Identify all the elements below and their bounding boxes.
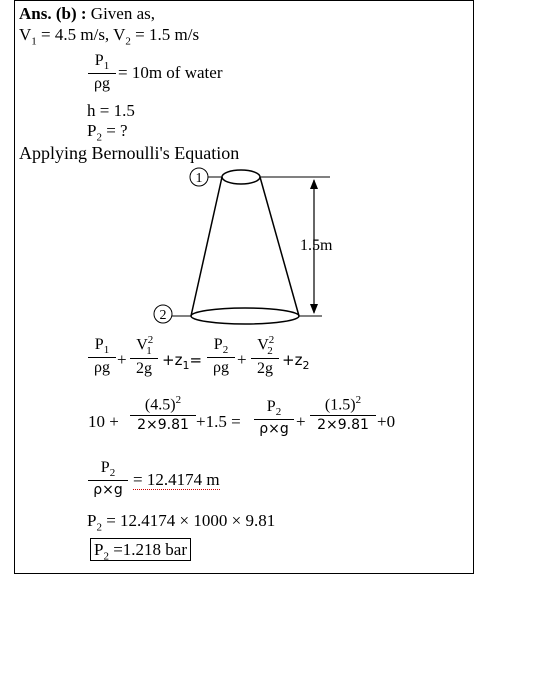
eq1-f4-sub: 2 (267, 344, 273, 357)
v2-value: = 1.5 m/s (130, 25, 200, 44)
eq1-f1-den: ρg (94, 359, 110, 377)
eq2-f3-num: (1.5) (324, 396, 356, 414)
eq1-frac2 (130, 334, 158, 378)
eq3-rhs-value: = 12.4174 m (133, 470, 220, 489)
eq1-f4-den: 2g (257, 359, 273, 377)
eq1-f2-sup: 2 (147, 334, 154, 346)
bottom-ellipse (191, 308, 299, 324)
eq1-z1-sub: 1 (182, 359, 190, 372)
pressure-head-rhs: = 10m of water (118, 63, 223, 82)
eq3-num: P (100, 459, 110, 476)
eq1-z2-sub: 2 (302, 359, 310, 372)
result-rest: =1.218 bar (108, 540, 188, 559)
eq1-f4-num: V (257, 336, 269, 354)
eq2-f2-sub: 2 (275, 406, 282, 419)
result-symbol: P (94, 540, 104, 559)
v2-symbol: V (113, 25, 126, 44)
eq1-f4-sup: 2 (268, 334, 275, 346)
top-ellipse (222, 170, 260, 184)
eq3-frac (88, 459, 128, 498)
velocities-line (19, 25, 199, 51)
eq2-f1-sup: 2 (175, 394, 182, 406)
p2q-symbol: P (87, 121, 97, 140)
result-sub: 2 (103, 550, 109, 563)
eq1-z2-sym: z (294, 351, 303, 369)
eq1-f1-num: P (94, 336, 104, 353)
h-line: h = 1.5 (87, 101, 135, 120)
given-text: Given as, (86, 4, 156, 23)
eq4-rest: = 12.4174 × 1000 × 9.81 (101, 511, 276, 530)
result-line (90, 540, 191, 566)
eq1-f3-sub: 2 (222, 344, 229, 357)
eq1-frac1 (88, 336, 116, 377)
pipe-figure (150, 162, 350, 332)
arrow-head-bottom (310, 304, 318, 314)
eq1-plus2: + (237, 350, 247, 369)
height-label: 1.5m (300, 237, 333, 254)
eq1-f3-num: P (213, 336, 223, 353)
eq1-z2: $+z_2$ (282, 351, 310, 372)
v1-subscript: 1 (31, 35, 37, 48)
eq2-frac1 (130, 394, 196, 433)
eq2-f2-num: P (266, 398, 276, 415)
arrow-head-top (310, 179, 318, 189)
eq1-z1: $+z_1=$ (162, 351, 203, 372)
eq2-tail: +0 (377, 412, 396, 431)
eq4 (87, 511, 275, 537)
eq1-frac3 (207, 336, 235, 377)
v2-subscript: 2 (125, 35, 131, 48)
ph-den: ρg (94, 75, 110, 93)
eq1-f2-sub: 1 (146, 344, 152, 357)
eq1-plus1: + (117, 350, 127, 369)
result-box (90, 538, 191, 561)
p2q-sub: 2 (96, 131, 102, 144)
eq2-plus: + (296, 412, 306, 431)
eq1-f2-num: V (136, 336, 148, 354)
eq2-frac2 (254, 398, 294, 437)
eq2-frac3 (310, 394, 376, 433)
eq4-sub: 2 (96, 521, 102, 534)
label-1-text: 1 (195, 171, 203, 186)
eq2-f3-den: 2×9.81 (317, 417, 369, 434)
eq1-f3-den: ρg (213, 359, 229, 377)
eq2-mid: +1.5 = (196, 412, 241, 431)
left-side (191, 177, 222, 316)
eq2-f1-num: (4.5) (144, 396, 176, 414)
eq2-f3-sup: 2 (355, 394, 362, 406)
eq2-f1-den: 2×9.81 (137, 417, 189, 434)
v1-symbol: V (19, 25, 32, 44)
pressure-head-fraction (88, 52, 116, 93)
ph-num-sub: 1 (103, 60, 110, 73)
eq3-rhs (133, 470, 220, 490)
eq1-f1-sub: 1 (103, 344, 110, 357)
eq1-frac4 (251, 334, 279, 378)
heading: Applying Bernoulli's Equation (19, 143, 240, 163)
ph-num: P (94, 52, 104, 69)
v1-value: = 4.5 m/s, (36, 25, 114, 44)
p2q-rest: = ? (101, 121, 128, 140)
eq1-z1-sym: z (174, 351, 183, 369)
answer-line (19, 4, 155, 24)
answer-label: Ans. (b) : (19, 4, 87, 23)
eq1-f2-den: 2g (136, 359, 152, 377)
right-side (260, 177, 299, 316)
eq4-symbol: P (87, 511, 97, 530)
eq3-den: ρ×g (93, 482, 123, 499)
eq2-f2-den: ρ×g (259, 421, 289, 438)
label-2-text: 2 (159, 308, 167, 323)
eq3-num-sub: 2 (109, 467, 116, 480)
eq2-lead: 10 + (88, 412, 119, 431)
